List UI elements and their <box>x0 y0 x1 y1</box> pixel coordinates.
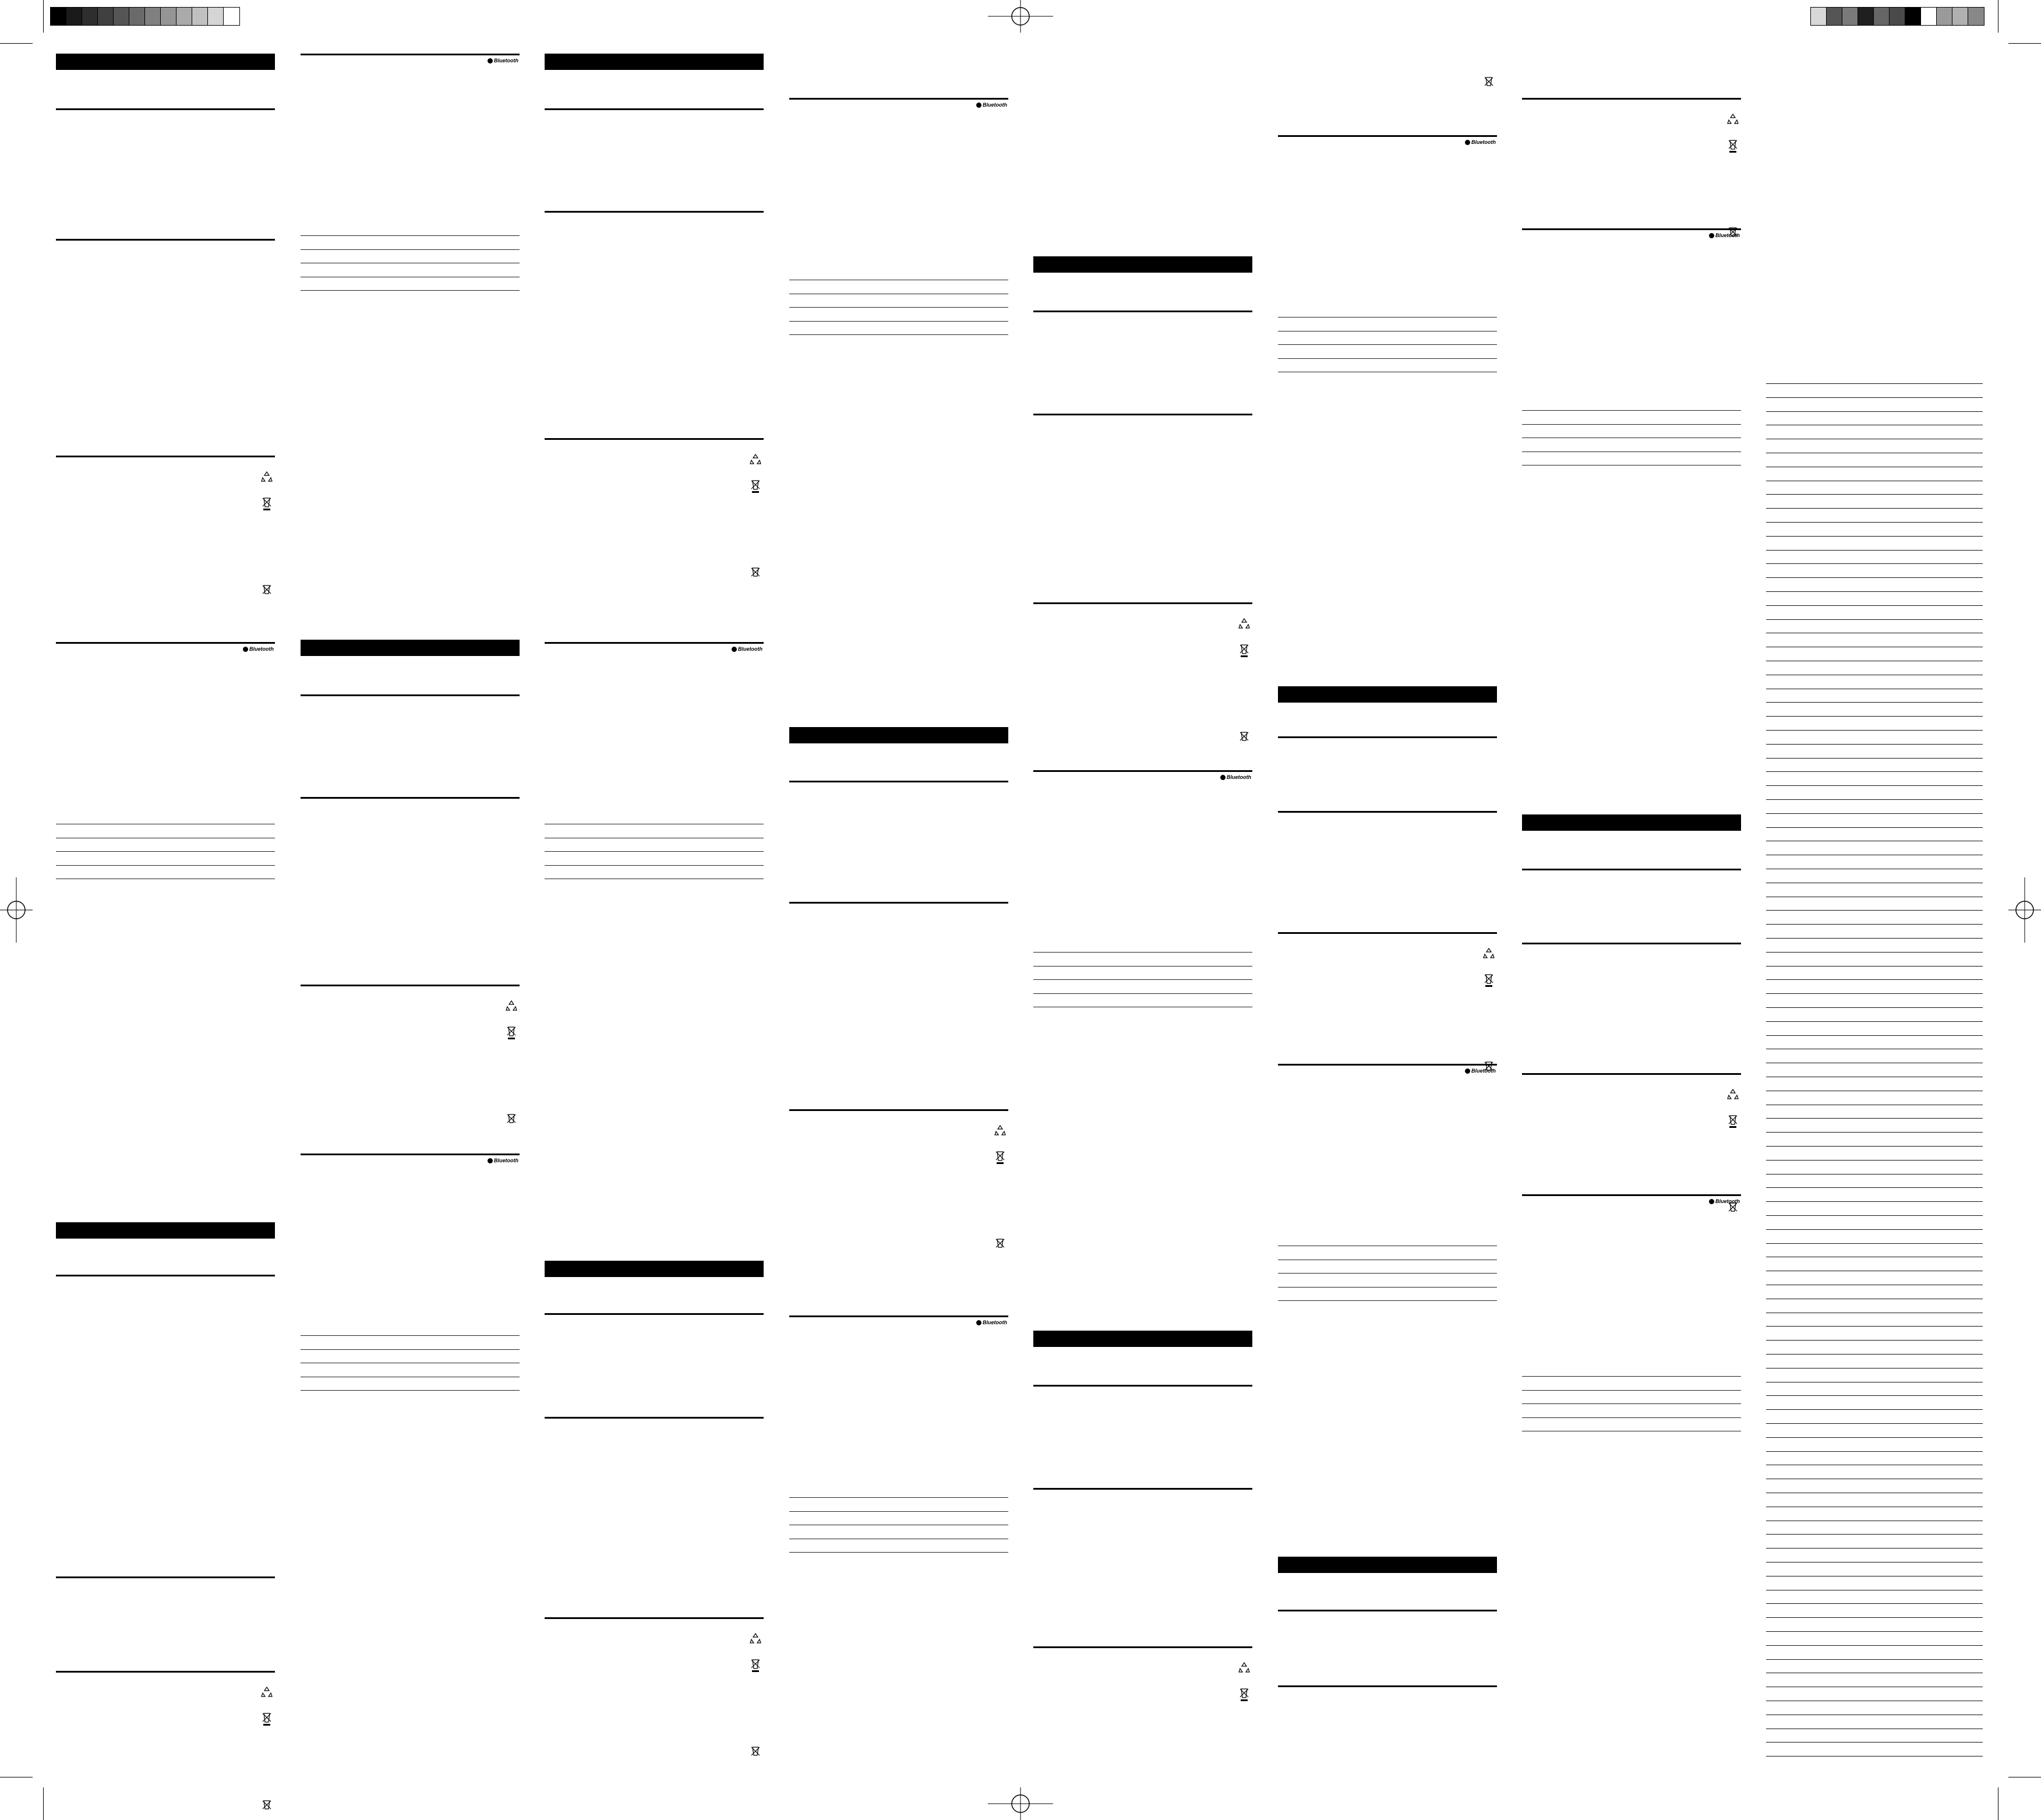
section-rule <box>1278 1064 1497 1066</box>
section-rule <box>1033 602 1252 604</box>
section-rule <box>56 108 275 110</box>
section-header-bar <box>301 640 520 656</box>
spec-table-row-rule <box>789 334 1008 335</box>
color-swatch <box>1842 8 1858 25</box>
bluetooth-wordmark: Bluetooth <box>494 1158 518 1163</box>
spec-table-row-rule <box>545 851 764 852</box>
bluetooth-wordmark: Bluetooth <box>1227 774 1251 780</box>
no-bin-icon <box>506 1113 517 1124</box>
bin-icon <box>1238 1687 1250 1699</box>
color-bar-right <box>1810 7 1984 26</box>
ruled-line <box>1766 1021 1983 1022</box>
color-swatch <box>1827 8 1842 25</box>
spec-table-row-rule <box>1522 1417 1741 1418</box>
spec-table-row-rule <box>1033 966 1252 967</box>
ruled-line <box>1766 1035 1983 1036</box>
section-rule <box>789 1109 1008 1111</box>
section-rule <box>56 456 275 457</box>
spec-table-row-rule <box>56 851 275 852</box>
crop-mark-top-right-h <box>2008 43 2041 44</box>
ruled-line <box>1766 702 1983 703</box>
ruled-line <box>1766 1548 1983 1549</box>
ruled-line <box>1766 979 1983 980</box>
ruled-line <box>1766 619 1983 620</box>
spec-table-row-rule <box>789 1497 1008 1498</box>
ruled-line <box>1766 591 1983 592</box>
bluetooth-logo <box>488 57 518 64</box>
bin-icon <box>994 1150 1006 1162</box>
spec-table-row-rule <box>1033 979 1252 980</box>
ruled-line <box>1766 1603 1983 1604</box>
bin-icon <box>750 479 761 491</box>
ruled-line <box>1766 785 1983 786</box>
ruled-line <box>1766 550 1983 551</box>
ruled-line <box>1766 1215 1983 1216</box>
bluetooth-icon <box>488 58 493 64</box>
bluetooth-logo <box>732 646 762 652</box>
spec-table-row-rule <box>1033 993 1252 994</box>
section-rule <box>1033 1488 1252 1490</box>
registration-mark-right <box>2008 877 2041 943</box>
section-header-bar <box>789 727 1008 743</box>
ruled-line <box>1766 1007 1983 1008</box>
spec-table-row-rule <box>545 865 764 866</box>
section-rule <box>1278 1685 1497 1687</box>
ruled-line <box>1766 938 1983 939</box>
manual-column <box>56 0 275 1820</box>
bin-icon <box>1483 973 1495 985</box>
section-rule <box>545 1617 764 1619</box>
section-rule <box>545 642 764 644</box>
no-bin-icon <box>750 1745 761 1757</box>
no-bin-icon <box>1238 731 1250 742</box>
ruled-line <box>1766 1742 1983 1743</box>
section-rule <box>1278 811 1497 813</box>
section-header-bar <box>1278 686 1497 703</box>
spec-table-row-rule <box>301 235 520 236</box>
ruled-line <box>1766 383 1983 384</box>
section-header-bar <box>1278 1557 1497 1573</box>
ruled-line <box>1766 910 1983 911</box>
color-swatch <box>1952 8 1968 25</box>
ruled-line <box>1766 1201 1983 1202</box>
recycle-icon <box>261 471 273 482</box>
bin-icon <box>1238 643 1250 655</box>
bluetooth-icon <box>1220 775 1226 780</box>
spec-table-row-rule <box>789 321 1008 322</box>
bluetooth-wordmark: Bluetooth <box>983 1320 1007 1325</box>
bluetooth-logo <box>488 1157 518 1164</box>
bluetooth-icon <box>976 1320 981 1325</box>
ruled-line <box>1766 1534 1983 1535</box>
section-header-bar <box>1522 814 1741 831</box>
spec-table-row-rule <box>789 1511 1008 1512</box>
recycle-icon <box>261 1686 273 1698</box>
section-rule <box>545 211 764 213</box>
bluetooth-logo <box>243 646 274 652</box>
ruled-line <box>1766 799 1983 800</box>
bluetooth-logo <box>1465 139 1496 146</box>
recycle-icon <box>1727 1088 1739 1100</box>
recycle-icon <box>994 1124 1006 1136</box>
ruled-line <box>1766 952 1983 953</box>
ruled-line <box>1766 966 1983 967</box>
spec-table-row-rule <box>1522 424 1741 425</box>
section-rule <box>1033 414 1252 415</box>
ruled-index-page <box>1766 383 1983 1770</box>
manual-column <box>789 0 1008 1820</box>
ruled-line <box>1766 924 1983 925</box>
recycle-icon <box>1727 113 1739 125</box>
section-rule <box>1033 311 1252 312</box>
spec-table-row-rule <box>301 1390 520 1391</box>
spec-table-row-rule <box>301 1349 520 1350</box>
spec-table-row-rule <box>56 865 275 866</box>
ruled-line <box>1766 744 1983 745</box>
spec-table-row-rule <box>301 249 520 250</box>
color-swatch <box>1811 8 1827 25</box>
bluetooth-wordmark: Bluetooth <box>1471 139 1496 145</box>
bluetooth-icon <box>1709 1199 1714 1204</box>
bluetooth-logo <box>1709 1198 1740 1205</box>
bluetooth-logo <box>1709 232 1740 239</box>
spec-table-row-rule <box>1522 1403 1741 1404</box>
ruled-line <box>1766 1423 1983 1424</box>
ruled-line <box>1766 827 1983 828</box>
bluetooth-logo <box>976 1319 1007 1326</box>
no-bin-icon <box>1483 76 1495 87</box>
ruled-line <box>1766 1243 1983 1244</box>
section-rule <box>1522 228 1741 230</box>
section-header-bar <box>545 54 764 70</box>
recycle-icon <box>750 453 761 465</box>
recycle-icon <box>750 1632 761 1644</box>
section-rule <box>56 1275 275 1276</box>
manual-column <box>301 0 520 1820</box>
ruled-line <box>1766 1645 1983 1646</box>
section-rule <box>789 98 1008 100</box>
ruled-line <box>1766 1229 1983 1230</box>
section-rule <box>545 438 764 440</box>
section-rule <box>789 902 1008 904</box>
section-rule <box>1033 770 1252 772</box>
spec-table-row-rule <box>1278 1273 1497 1274</box>
ruled-line <box>1766 1437 1983 1438</box>
section-header-bar <box>56 1222 275 1239</box>
ruled-line <box>1766 1451 1983 1452</box>
crop-mark-top-left-v <box>43 0 44 33</box>
bin-icon <box>261 496 273 508</box>
spec-table-row-rule <box>1522 410 1741 411</box>
color-swatch <box>1921 8 1937 25</box>
ruled-line <box>1766 522 1983 523</box>
bin-icon <box>1727 139 1739 150</box>
color-swatch <box>1905 8 1921 25</box>
bluetooth-icon <box>976 103 981 108</box>
ruled-line <box>1766 1132 1983 1133</box>
ruled-line <box>1766 1631 1983 1632</box>
color-swatch <box>1890 8 1905 25</box>
ruled-line <box>1766 494 1983 495</box>
bluetooth-icon <box>1465 140 1470 145</box>
bluetooth-logo <box>1220 774 1251 781</box>
bluetooth-wordmark: Bluetooth <box>983 102 1007 108</box>
spec-table-row-rule <box>1278 344 1497 345</box>
section-rule <box>789 1315 1008 1317</box>
bin-icon <box>1727 1114 1739 1126</box>
ruled-line <box>1766 397 1983 398</box>
bluetooth-icon <box>488 1158 493 1163</box>
section-rule <box>301 797 520 799</box>
section-rule <box>56 1671 275 1673</box>
section-rule <box>56 642 275 644</box>
recycle-icon <box>1238 1662 1250 1673</box>
spec-table-row-rule <box>1278 1300 1497 1301</box>
ruled-line <box>1766 1409 1983 1410</box>
ruled-line <box>1766 1160 1983 1161</box>
ruled-line <box>1766 508 1983 509</box>
crop-mark-top-left-h <box>0 43 33 44</box>
bin-icon <box>261 1712 273 1723</box>
crop-mark-bottom-left-v <box>43 1787 44 1820</box>
bluetooth-logo <box>1465 1067 1496 1074</box>
ruled-line <box>1766 730 1983 731</box>
section-rule <box>56 239 275 241</box>
ruled-line <box>1766 577 1983 578</box>
section-header-bar <box>1033 256 1252 273</box>
spec-table-row-rule <box>1278 1287 1497 1288</box>
bluetooth-wordmark: Bluetooth <box>1715 1198 1740 1204</box>
recycle-icon <box>1238 618 1250 629</box>
bluetooth-wordmark: Bluetooth <box>494 58 518 64</box>
spec-table-row-rule <box>301 1335 520 1336</box>
spec-table-row-rule <box>789 307 1008 308</box>
bluetooth-logo <box>976 101 1007 108</box>
no-bin-icon <box>261 584 273 595</box>
no-bin-icon <box>994 1237 1006 1249</box>
bluetooth-icon <box>243 647 248 652</box>
registration-mark-left <box>0 877 33 943</box>
section-rule <box>56 1576 275 1578</box>
spec-table-row-rule <box>1522 1390 1741 1391</box>
bluetooth-wordmark: Bluetooth <box>1471 1068 1496 1074</box>
bluetooth-wordmark: Bluetooth <box>738 646 762 652</box>
ruled-line <box>1766 1354 1983 1355</box>
section-rule <box>1522 98 1741 100</box>
section-rule <box>1522 1073 1741 1075</box>
section-rule <box>1033 1646 1252 1648</box>
section-rule <box>789 781 1008 782</box>
spec-table-row-rule <box>1033 952 1252 953</box>
bin-icon <box>750 1658 761 1670</box>
section-rule <box>545 1313 764 1315</box>
section-rule <box>545 1417 764 1419</box>
bluetooth-wordmark: Bluetooth <box>249 646 274 652</box>
ruled-line <box>1766 1617 1983 1618</box>
recycle-icon <box>1483 947 1495 959</box>
section-rule <box>1522 1194 1741 1196</box>
ruled-line <box>1766 993 1983 994</box>
bin-icon <box>506 1025 517 1037</box>
ruled-line <box>1766 771 1983 772</box>
color-swatch <box>1937 8 1952 25</box>
section-rule <box>1278 736 1497 738</box>
manual-column <box>1033 0 1252 1820</box>
section-rule <box>301 54 520 55</box>
spec-table-row-rule <box>301 290 520 291</box>
ruled-line <box>1766 1118 1983 1119</box>
ruled-line <box>1766 813 1983 814</box>
section-rule <box>301 1154 520 1155</box>
manual-column <box>1522 0 1741 1820</box>
section-rule <box>301 985 520 986</box>
ruled-line <box>1766 411 1983 412</box>
manual-column <box>545 0 764 1820</box>
ruled-line <box>1766 1187 1983 1188</box>
section-header-bar <box>1033 1331 1252 1347</box>
ruled-line <box>1766 605 1983 606</box>
ruled-line <box>1766 563 1983 564</box>
bluetooth-icon <box>1709 233 1714 238</box>
section-rule <box>1278 135 1497 137</box>
color-swatch <box>1968 8 1984 25</box>
ruled-line <box>1766 1340 1983 1341</box>
spec-table-row-rule <box>789 1552 1008 1553</box>
manual-column <box>1278 0 1497 1820</box>
ruled-line <box>1766 716 1983 717</box>
spec-table-row-rule <box>1278 317 1497 318</box>
color-swatch <box>1874 8 1890 25</box>
section-rule <box>1522 869 1741 870</box>
bluetooth-icon <box>732 647 737 652</box>
spec-table-row-rule <box>1278 358 1497 359</box>
spec-table-row-rule <box>1522 1376 1741 1377</box>
ruled-line <box>1766 1659 1983 1660</box>
no-bin-icon <box>261 1799 273 1811</box>
section-header-bar <box>56 54 275 70</box>
ruled-line <box>1766 1326 1983 1327</box>
recycle-icon <box>506 1000 517 1011</box>
ruled-line <box>1766 1395 1983 1396</box>
color-swatch <box>1858 8 1874 25</box>
no-bin-icon <box>750 566 761 578</box>
section-rule <box>1278 1610 1497 1611</box>
bluetooth-wordmark: Bluetooth <box>1715 232 1740 238</box>
section-rule <box>1033 1385 1252 1387</box>
ruled-line <box>1766 536 1983 537</box>
section-rule <box>545 108 764 110</box>
bluetooth-icon <box>1465 1068 1470 1074</box>
section-rule <box>1522 943 1741 944</box>
ruled-line <box>1766 1146 1983 1147</box>
section-header-bar <box>545 1261 764 1277</box>
section-rule <box>301 694 520 696</box>
section-rule <box>1278 932 1497 934</box>
ruled-line <box>1766 758 1983 759</box>
